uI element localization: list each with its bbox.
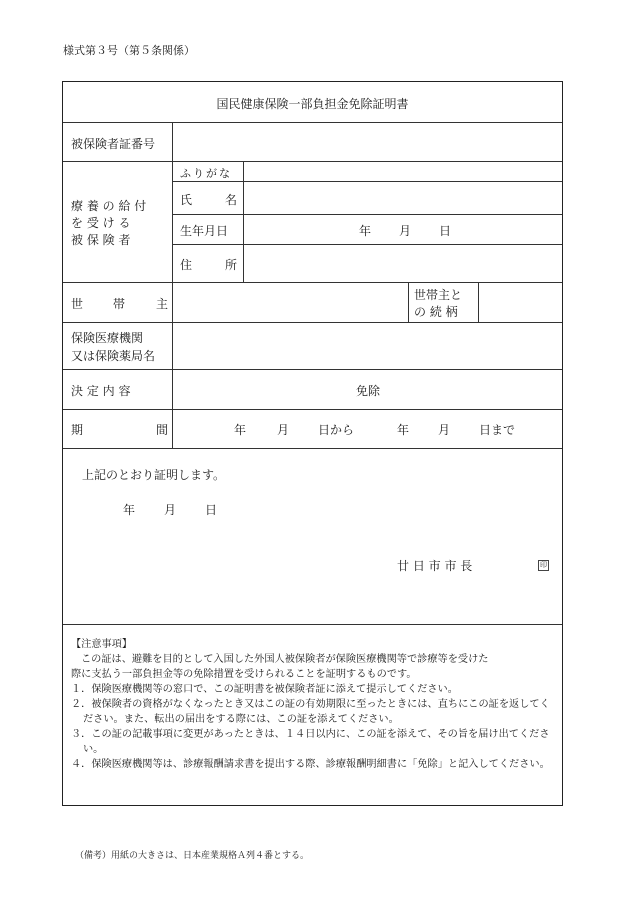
period-to-day: 日まで <box>479 423 516 437</box>
birth-year-unit: 年 <box>359 224 372 238</box>
relation-label-line1: 世帯主と <box>414 288 463 302</box>
rule <box>63 322 562 323</box>
rule <box>63 282 562 283</box>
insured-group-label-line2: を 受 け る <box>71 216 131 230</box>
householder-label-a: 世 <box>71 297 84 311</box>
form-title: 国民健康保険一部負担金免除証明書 <box>216 97 409 111</box>
rule <box>172 181 562 182</box>
address-label-a: 住 <box>180 258 193 272</box>
period-to-year: 年 <box>397 423 410 437</box>
rule <box>63 624 562 625</box>
birth-day-unit: 日 <box>439 224 452 238</box>
rule <box>478 282 479 322</box>
cert-date-year: 年 <box>123 503 136 517</box>
certification-statement: 上記のとおり証明します。 <box>82 468 226 482</box>
insured-group-label-line3: 被 保 険 者 <box>71 233 131 247</box>
decision-label: 決 定 内 容 <box>71 384 131 398</box>
decision-value: 免除 <box>356 384 381 398</box>
issuer-name: 廿 日 市 市 長 <box>397 559 473 573</box>
rule <box>172 122 173 448</box>
period-label-b: 間 <box>156 423 169 437</box>
period-from-month: 月 <box>277 423 290 437</box>
institution-label-line1: 保険医療機関 <box>71 331 144 345</box>
birth-month-unit: 月 <box>399 224 412 238</box>
rule <box>172 214 562 215</box>
seal-mark: 印 <box>540 561 547 569</box>
cert-date-month: 月 <box>164 503 177 517</box>
cert-date-day: 日 <box>205 503 218 517</box>
rule <box>63 122 562 123</box>
rule <box>63 448 562 449</box>
notes-item-2: ２．被保険者の資格がなくなったとき又はこの証の有効期限に至ったときには、直ちにこの証を返してください。また、転出の届出をする際には、この証を添えてください。 <box>71 699 550 725</box>
paper-size-remarks: （備考）用紙の大きさは、日本産業規格Ａ列４番とする。 <box>75 851 310 861</box>
notes-item-4: ４．保険医療機関等は、診療報酬請求書を提出する際、診療報酬明細書に「免除」と記入してください。 <box>71 759 550 770</box>
rule <box>63 409 562 410</box>
rule <box>408 282 409 322</box>
period-label-a: 期 <box>71 423 84 437</box>
name-label-a: 氏 <box>180 193 193 207</box>
period-from-year: 年 <box>234 423 247 437</box>
name-label-b: 名 <box>225 193 238 207</box>
notes-intro-line1: この証は、避難を目的として入国した外国人被保険者が保険医療機関等で診療等を受けた <box>81 654 489 665</box>
birthdate-label: 生年月日 <box>180 224 229 238</box>
rule <box>63 369 562 370</box>
notes-item-1: １．保険医療機関等の窓口で、この証明書を被保険者証に添えて提示してください。 <box>71 684 458 695</box>
insured-group-label-line1: 療 養 の 給 付 <box>71 199 147 213</box>
form-number: 様式第３号（第５条関係） <box>63 44 195 57</box>
period-to-month: 月 <box>438 423 451 437</box>
notes-intro-line2: 際に支払う一部負担金等の免除措置を受けられることを証明するものです。 <box>71 669 417 680</box>
relation-label-line2: の 続 柄 <box>414 305 458 319</box>
rule <box>63 161 562 162</box>
householder-label-b: 帯 <box>113 297 126 311</box>
notes-heading: 【注意事項】 <box>71 639 133 650</box>
institution-label-line2: 又は保険薬局名 <box>71 349 156 363</box>
period-from-day: 日から <box>318 423 355 437</box>
furigana-label: ふりがな <box>180 167 232 180</box>
rule <box>172 244 562 245</box>
insured-number-label: 被保険者証番号 <box>71 137 156 151</box>
rule <box>243 161 244 282</box>
address-label-b: 所 <box>225 258 238 272</box>
certificate-form <box>62 81 563 806</box>
notes-section <box>71 637 557 772</box>
notes-item-3: ３．この証の記載事項に変更があったときは、１４日以内に、この証を添えて、その旨を届け出てください。 <box>71 729 550 755</box>
householder-label-c: 主 <box>156 297 169 311</box>
